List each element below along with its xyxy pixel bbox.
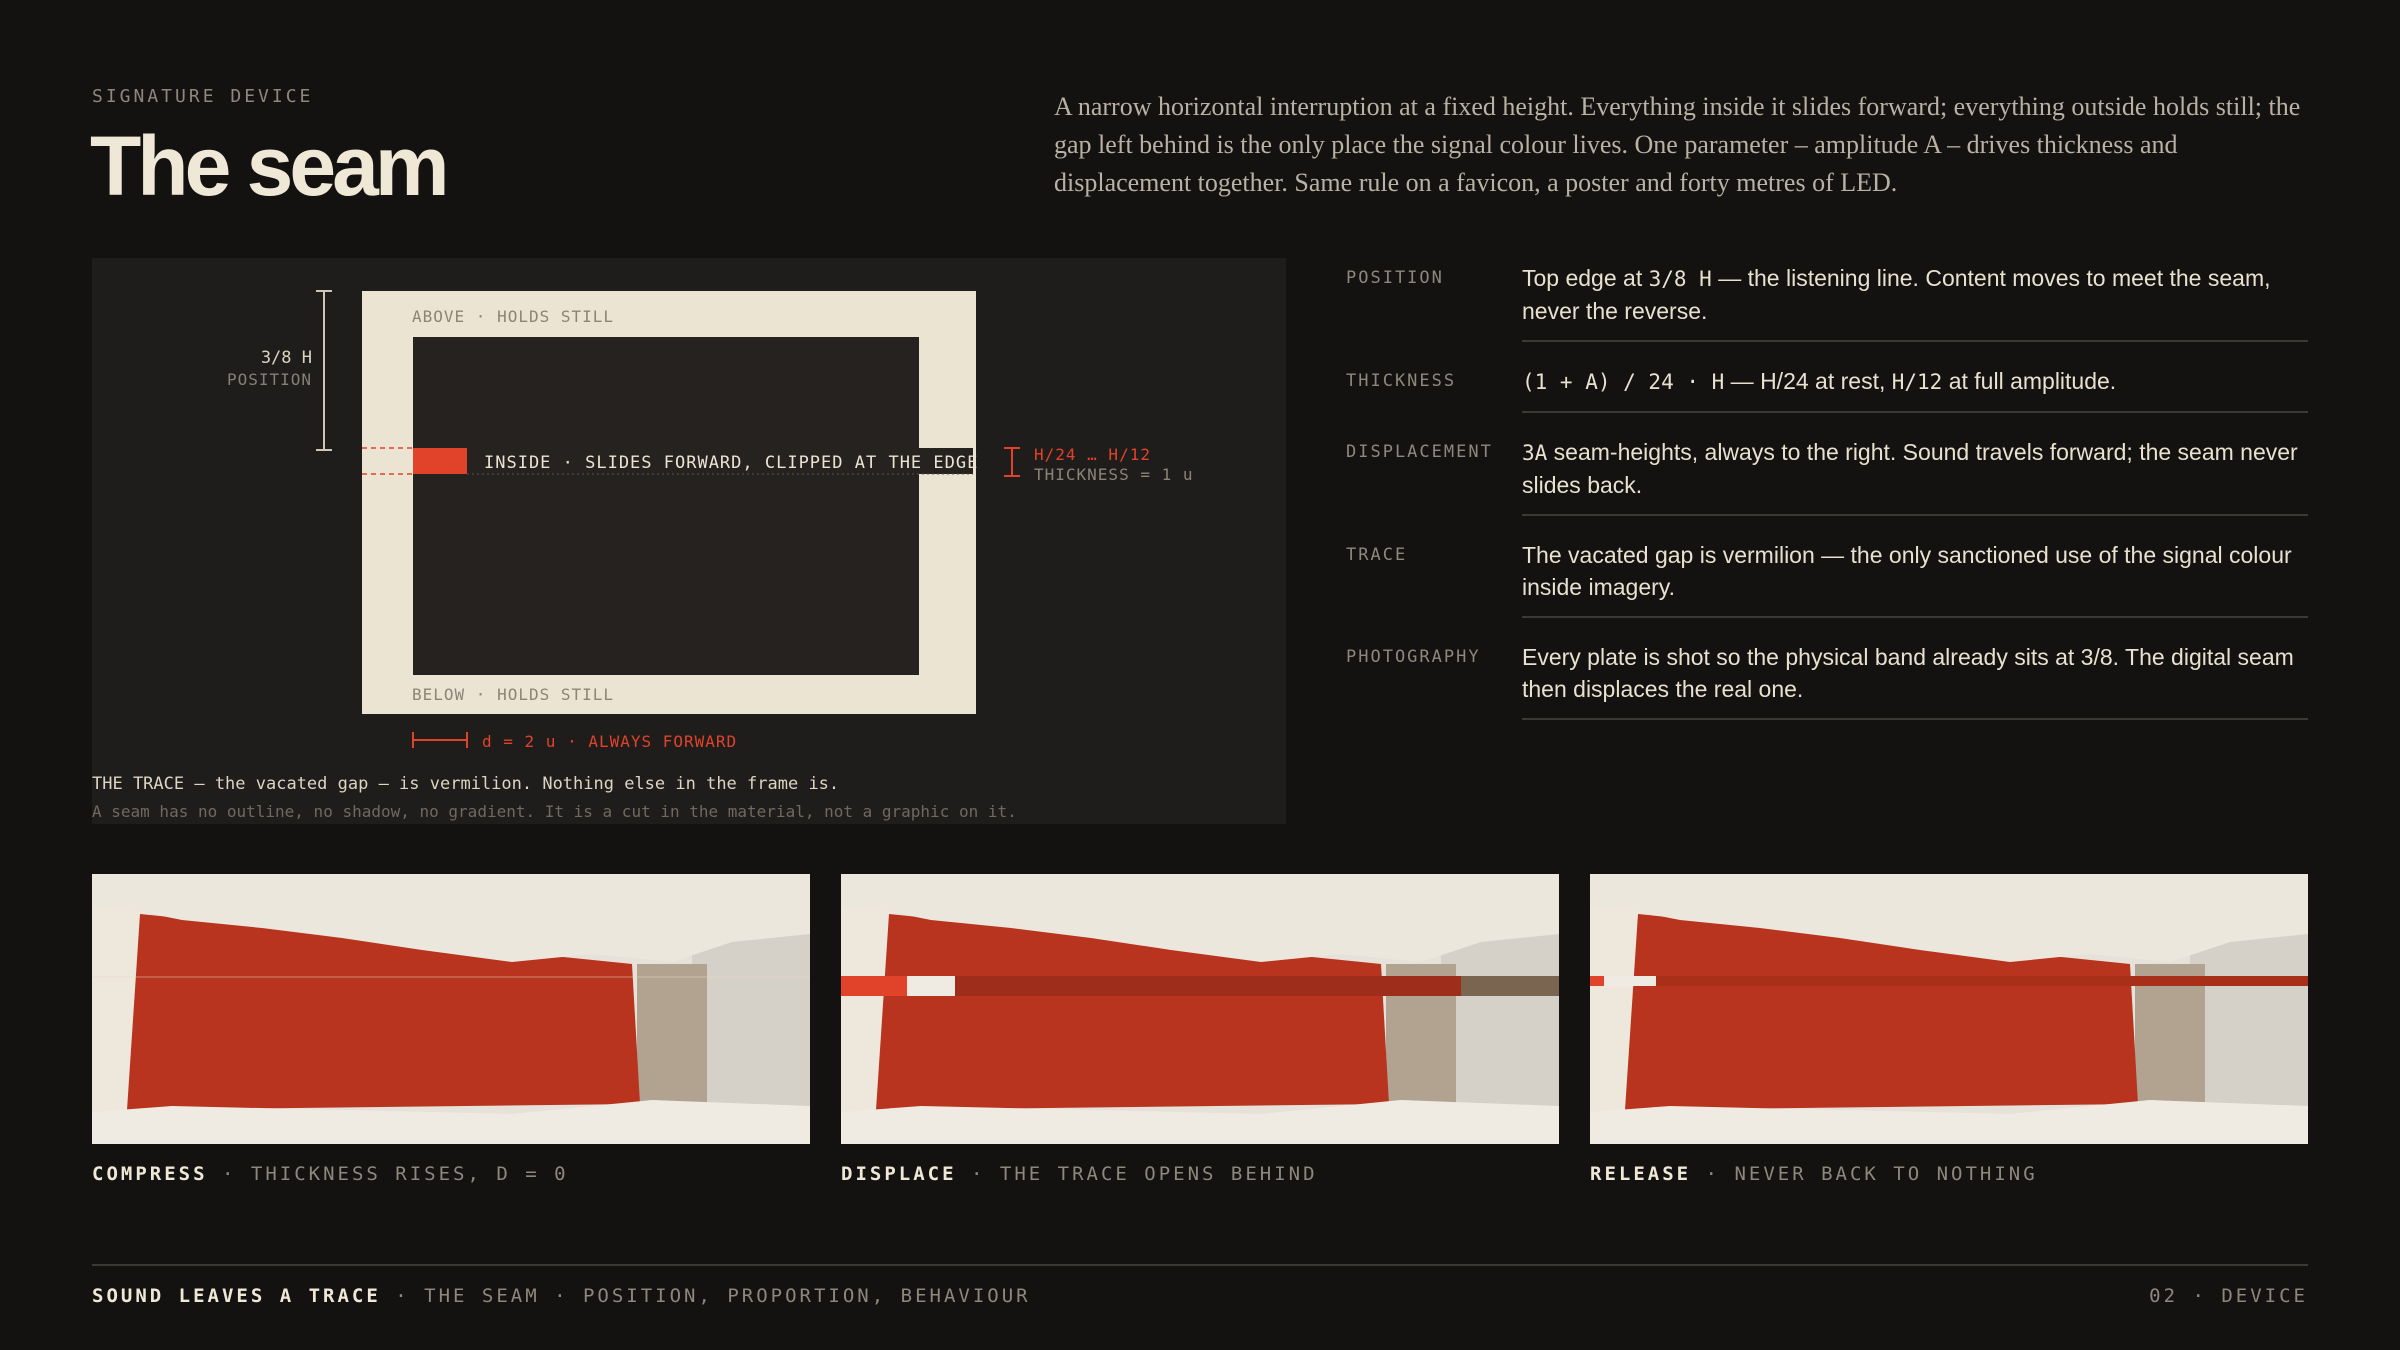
spec-value	[1522, 436, 2308, 516]
spec-label: PHOTOGRAPHY	[1346, 647, 1481, 667]
photo-caption-title: DISPLACE	[841, 1163, 957, 1185]
seam-trace	[413, 448, 467, 474]
spec-row-photography	[1346, 631, 2308, 733]
position-caption-label: POSITION	[226, 370, 312, 389]
footer-divider	[92, 1264, 2308, 1266]
page-number: 02 · DEVICE	[2149, 1285, 2308, 1307]
thickness-range-label: H/24 … H/12	[1034, 445, 1151, 464]
photo-caption-text: NEVER BACK TO NOTHING	[1734, 1163, 2038, 1185]
photo-caption-release	[1590, 1163, 2038, 1185]
seam-displaced-band	[1612, 976, 2308, 986]
spec-value	[1522, 641, 2308, 720]
below-label: BELOW · HOLDS STILL	[412, 685, 615, 704]
spec-value	[1522, 365, 2308, 413]
spec-code: (1 + A) / 24 · H	[1522, 370, 1725, 394]
displacement-marker	[413, 732, 467, 748]
spec-text: Every plate is shot so the physical band already sits at 3/8. The digital seam then displaces the real one.	[1522, 644, 2294, 702]
diagram-subcaption: A seam has no outline, no shadow, no gradient. It is a cut in the material, not a graphic on it.	[92, 802, 1017, 821]
spec-label: DISPLACEMENT	[1346, 442, 1493, 462]
photo-caption-title: COMPRESS	[92, 1163, 208, 1185]
spec-text: The vacated gap is vermilion — the only sanctioned use of the signal colour inside imagery.	[1522, 542, 2292, 600]
spec-label: POSITION	[1346, 268, 1444, 288]
inside-label: INSIDE · SLIDES FORWARD, CLIPPED AT THE EDGE	[484, 453, 979, 473]
position-value-label: 3/8 H	[260, 348, 312, 368]
spec-label: THICKNESS	[1346, 371, 1457, 391]
thickness-marker	[1004, 448, 1020, 476]
photo-caption-displace	[841, 1163, 1318, 1185]
spec-text: — the listening line. Content moves to meet the seam, never the reverse.	[1522, 265, 2271, 324]
seam-trace	[841, 976, 907, 996]
spec-row-thickness	[1346, 355, 2308, 426]
spec-row-position	[1346, 252, 2308, 355]
position-bracket	[316, 291, 332, 450]
photo-release	[1590, 874, 2308, 1144]
spec-list	[1346, 252, 2308, 733]
torn-paper-image	[92, 874, 810, 1144]
spec-code: H/12	[1891, 370, 1943, 394]
section-eyebrow: SIGNATURE DEVICE	[92, 86, 314, 107]
torn-paper-image	[1590, 874, 2308, 1144]
spec-value	[1522, 539, 2308, 618]
footer-brand: SOUND LEAVES A TRACE	[92, 1285, 381, 1307]
diagram-caption: THE TRACE — the vacated gap — is vermilion. Nothing else in the frame is.	[92, 774, 840, 794]
separator: ·	[395, 1285, 410, 1307]
seam-diagram	[92, 258, 1286, 824]
above-label: ABOVE · HOLDS STILL	[412, 307, 615, 326]
photo-caption-text: THE TRACE OPENS BEHIND	[999, 1163, 1318, 1185]
intro-paragraph: A narrow horizontal interruption at a fixed height. Everything inside it slides forward; everything outside holds still; the gap left behind is the only place the signal colour lives. One parameter – amplitude A – drives thickness and displacement together. Same rule on a favicon, a poster and forty metres of LED.	[1054, 92, 2301, 197]
photo-displace	[841, 874, 1559, 1144]
seam-trace	[1590, 976, 1604, 986]
spec-text: seam-heights, always to the right. Sound travels forward; the seam never slides back.	[1522, 439, 2298, 498]
frame-inner-image	[413, 337, 919, 675]
separator: ·	[1705, 1163, 1720, 1185]
spec-code: 3A	[1522, 441, 1548, 465]
spec-row-displacement	[1346, 426, 2308, 529]
spec-text: Top edge at	[1522, 265, 1649, 291]
thickness-unit-label: THICKNESS = 1 u	[1034, 465, 1194, 484]
spec-row-trace	[1346, 529, 2308, 631]
displacement-label: d = 2 u · ALWAYS FORWARD	[482, 732, 738, 751]
photo-compress	[92, 874, 810, 1144]
photo-caption-title: RELEASE	[1590, 1163, 1692, 1185]
spec-text: — H/24 at rest,	[1724, 368, 1892, 394]
separator: ·	[970, 1163, 986, 1185]
footer-section: THE SEAM · POSITION, PROPORTION, BEHAVIOUR	[424, 1285, 1031, 1307]
photo-caption-text: THICKNESS RISES, D = 0	[250, 1163, 569, 1185]
spec-code: 3/8 H	[1648, 267, 1712, 291]
footer-running-title	[92, 1285, 1031, 1307]
spec-text: at full amplitude.	[1942, 368, 2117, 394]
spec-label: TRACE	[1346, 545, 1408, 565]
spec-value	[1522, 262, 2308, 342]
torn-paper-image	[841, 874, 1559, 1144]
photo-caption-compress	[92, 1163, 569, 1185]
page-title: The seam	[90, 119, 446, 213]
separator: ·	[221, 1163, 237, 1185]
